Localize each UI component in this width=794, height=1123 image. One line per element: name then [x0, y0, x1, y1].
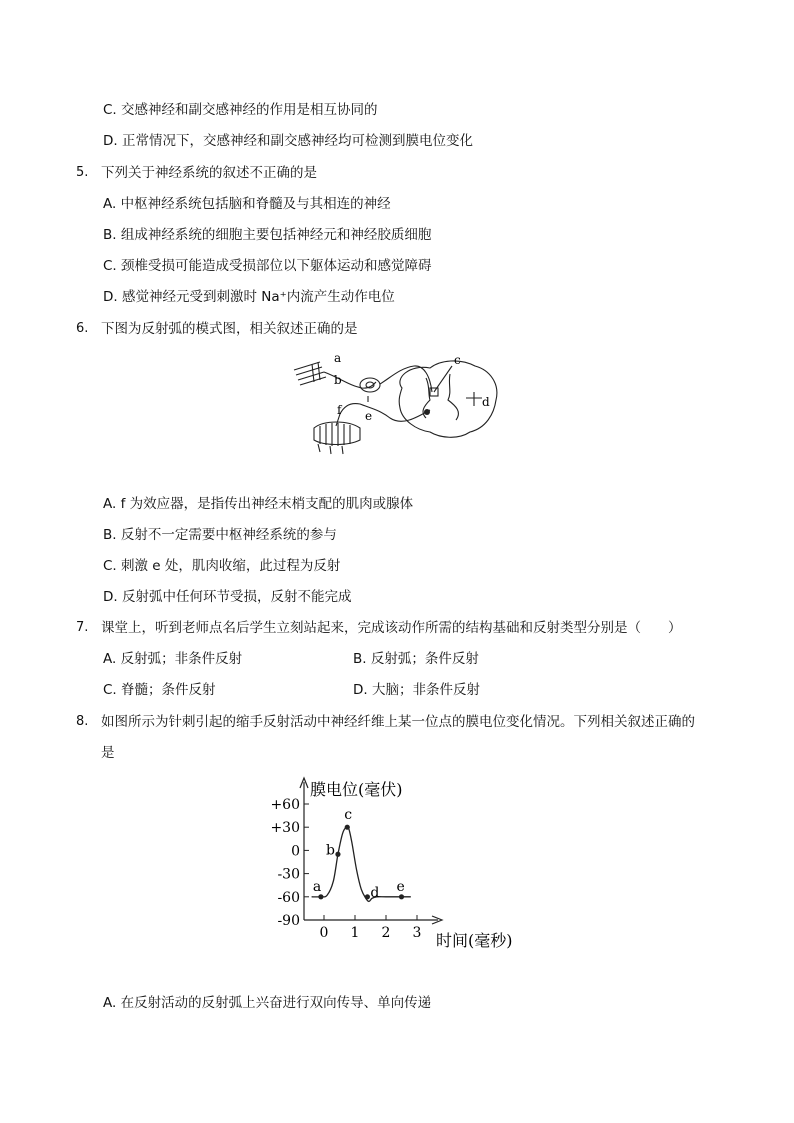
q5-option-a: A. 中枢神经系统包括脑和脊髓及与其相连的神经 — [103, 196, 391, 212]
membrane-potential-chart — [262, 774, 532, 954]
q6-number: 6. — [76, 321, 89, 336]
q7-option-c: C. 脊髓；条件反射 — [103, 682, 216, 698]
q7-option-a: A. 反射弧；非条件反射 — [103, 651, 243, 667]
fig-label-f: f — [337, 403, 342, 417]
point-label-b: b — [325, 842, 335, 859]
y-tick-label: 0 — [291, 843, 300, 860]
x-tick-label: 1 — [350, 925, 360, 941]
point-label-e: e — [396, 878, 405, 895]
q4-option-d: D. 正常情况下，交感神经和副交感神经均可检测到膜电位变化 — [103, 133, 473, 149]
fig-label-c: c — [454, 353, 461, 367]
x-tick-label: 3 — [412, 925, 422, 941]
q5-stem: 下列关于神经系统的叙述不正确的是 — [101, 165, 317, 181]
x-tick-label: 2 — [381, 925, 391, 941]
q8-option-a: A. 在反射活动的反射弧上兴奋进行双向传导、单向传递 — [103, 995, 432, 1011]
fig-label-a: a — [334, 351, 342, 365]
chart-xlabel: 时间(毫秒) — [436, 931, 513, 950]
x-tick-label: 0 — [319, 925, 329, 941]
q7-number: 7. — [76, 620, 89, 635]
point-label-d: d — [370, 884, 380, 901]
q6-option-d: D. 反射弧中任何环节受损，反射不能完成 — [103, 589, 352, 605]
chart-ylabel: 膜电位(毫伏) — [310, 780, 403, 799]
q6-stem: 下图为反射弧的模式图，相关叙述正确的是 — [101, 321, 358, 337]
q5-option-c: C. 颈椎受损可能造成受损部位以下躯体运动和感觉障碍 — [103, 258, 432, 274]
reflex-arc-figure — [290, 348, 505, 456]
point-label-c: c — [344, 807, 353, 824]
point-c — [345, 825, 350, 830]
q4-option-c: C. 交感神经和副交感神经的作用是相互协同的 — [103, 102, 378, 118]
q5-option-d: D. 感觉神经元受到刺激时 Na⁺内流产生动作电位 — [103, 289, 395, 305]
q8-stem-line1: 如图所示为针刺引起的缩手反射活动中神经纤维上某一位点的膜电位变化情况。下列相关叙述正确的 — [101, 714, 695, 730]
q7-option-d: D. 大脑；非条件反射 — [353, 682, 480, 698]
q6-option-b: B. 反射不一定需要中枢神经系统的参与 — [103, 527, 337, 543]
y-tick-label: -30 — [277, 866, 300, 883]
q8-number: 8. — [76, 714, 89, 729]
q7-stem: 课堂上，听到老师点名后学生立刻站起来，完成该动作所需的结构基础和反射类型分别是（ ） — [101, 620, 682, 636]
y-tick-label: -90 — [277, 913, 300, 929]
q5-option-b: B. 组成神经系统的细胞主要包括神经元和神经胶质细胞 — [103, 227, 432, 243]
q5-number: 5. — [76, 165, 89, 180]
point-a — [318, 894, 323, 899]
q6-option-c: C. 刺激 e 处，肌肉收缩，此过程为反射 — [103, 558, 341, 574]
fig-label-b: b — [334, 373, 342, 387]
cell-body-dot — [424, 409, 430, 415]
fig-label-e: e — [365, 409, 373, 423]
point-label-a: a — [312, 878, 322, 895]
y-tick-label: +30 — [270, 820, 300, 837]
point-b — [335, 852, 340, 857]
point-d — [365, 894, 370, 899]
y-tick-label: -60 — [277, 889, 300, 906]
q6-option-a: A. f 为效应器，是指传出神经末梢支配的肌肉或腺体 — [103, 496, 414, 512]
q8-stem-line2: 是 — [101, 745, 115, 761]
y-tick-label: +60 — [270, 797, 300, 813]
q7-option-b: B. 反射弧；条件反射 — [353, 651, 479, 667]
point-e — [399, 894, 404, 899]
fig-label-d: d — [482, 395, 490, 409]
